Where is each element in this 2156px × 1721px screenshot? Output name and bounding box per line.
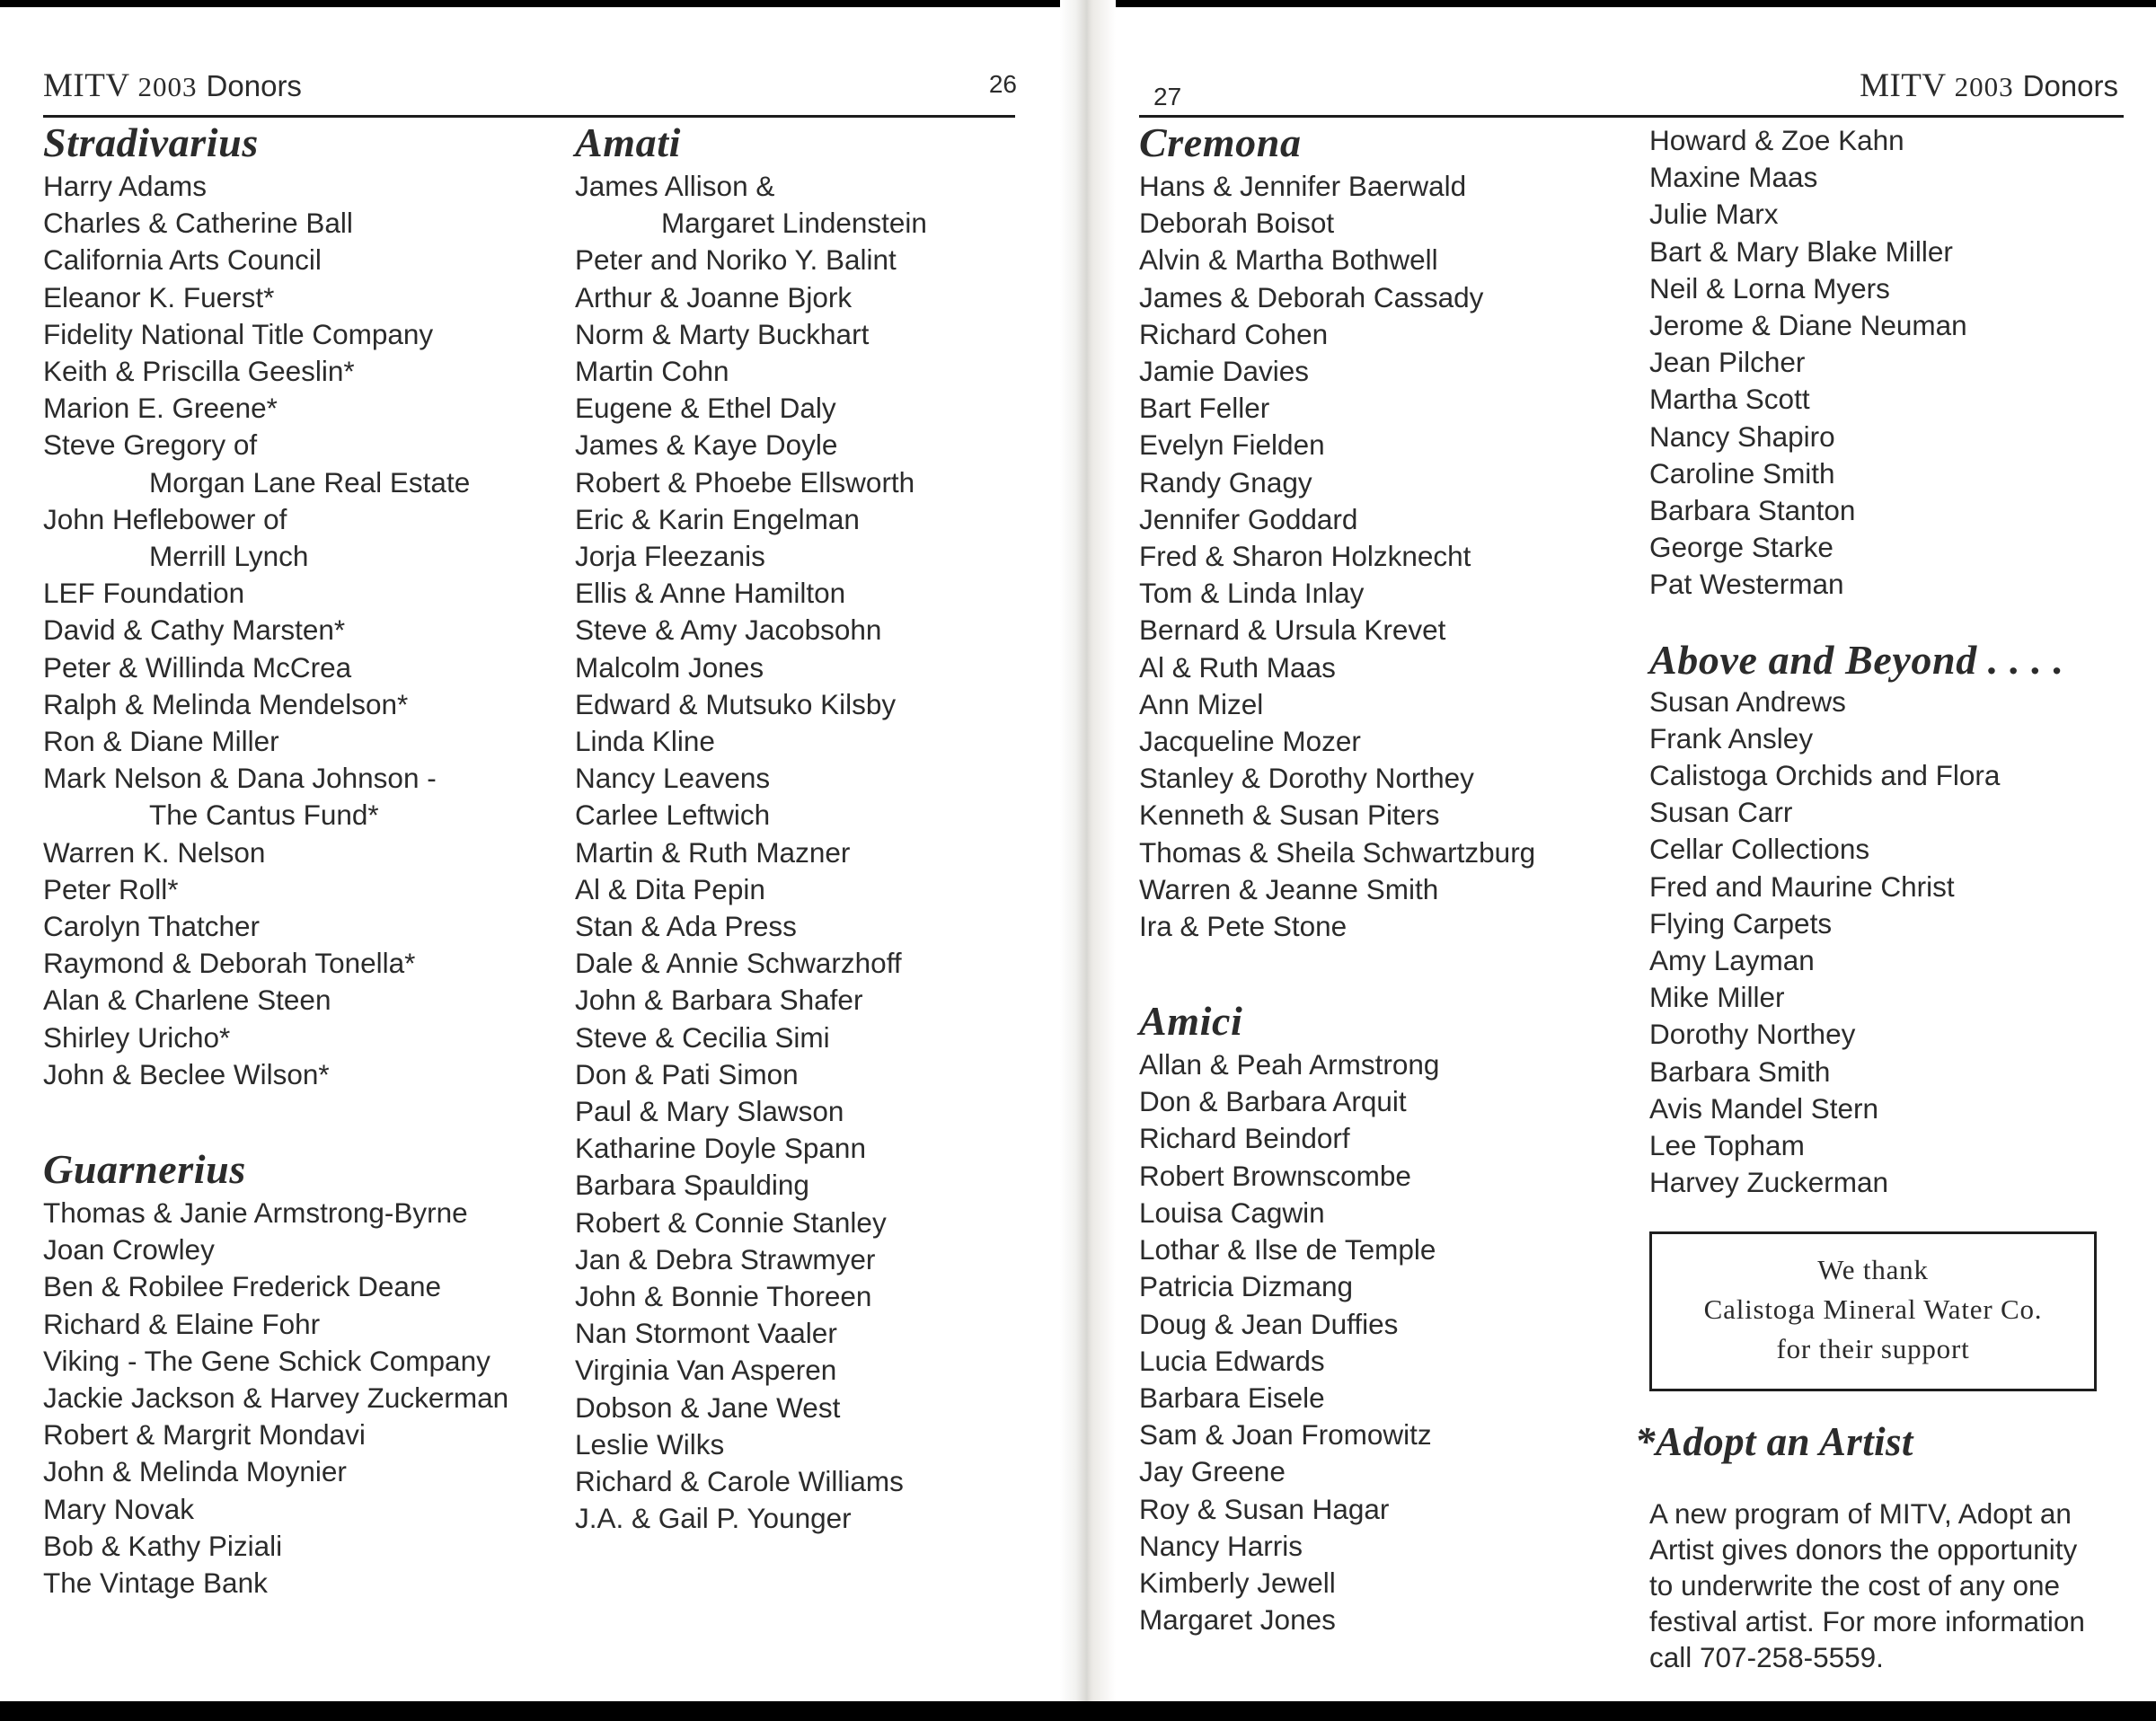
donor-entry: Evelyn Fielden xyxy=(1139,428,1325,462)
donor-entry: Richard & Elaine Fohr xyxy=(43,1307,321,1340)
donor-entry: Thomas & Sheila Schwartzburg xyxy=(1139,835,1536,869)
donor-entry: George Starke xyxy=(1649,531,1833,564)
donor-entry: Eugene & Ethel Daly xyxy=(575,392,836,425)
page-number-left: 26 xyxy=(988,70,1017,98)
donor-entry: Thomas & Janie Armstrong-Byrne xyxy=(43,1196,468,1229)
donor-entry: James Allison & xyxy=(575,169,775,202)
donor-entry: Kenneth & Susan Piters xyxy=(1139,799,1440,832)
donor-entry: Howard & Zoe Kahn xyxy=(1649,124,1904,156)
donor-entry: Charles & Catherine Ball xyxy=(43,207,353,240)
donor-entry: Fred & Sharon Holzknecht xyxy=(1139,539,1471,572)
section-heading-adopt-an-artist: *Adopt an Artist xyxy=(1635,1419,1913,1465)
section-heading-above-and-beyond: Above and Beyond . . . . xyxy=(1649,636,2064,683)
donor-entry: Maxine Maas xyxy=(1649,161,1818,194)
donor-entry: Lee Topham xyxy=(1649,1128,1805,1161)
donor-entry: Carlee Leftwich xyxy=(575,799,771,832)
donor-entry-continuation: The Cantus Fund* xyxy=(149,799,379,832)
donor-entry: Al & Dita Pepin xyxy=(575,872,765,905)
donor-entry: Viking - The Gene Schick Company xyxy=(43,1344,490,1377)
right-page-columns xyxy=(1139,119,2116,1703)
section-heading-cremona: Cremona xyxy=(1139,119,1302,165)
donor-entry: Jennifer Goddard xyxy=(1139,502,1358,535)
thanks-line-3: for their support xyxy=(1776,1333,1970,1365)
donor-entry: Harry Adams xyxy=(43,169,208,202)
donor-entry: Richard Beindorf xyxy=(1139,1122,1350,1155)
donor-entry: Deborah Boisot xyxy=(1139,207,1335,240)
donor-entry: John & Melinda Moynier xyxy=(43,1455,347,1488)
donor-entry: Julie Marx xyxy=(1649,198,1779,231)
section-spacer xyxy=(1649,604,2116,640)
donor-entry: Frank Ansley xyxy=(1649,721,1814,755)
donor-entry: James & Kaye Doyle xyxy=(575,428,838,462)
donor-entry: Avis Mandel Stern xyxy=(1649,1091,1879,1125)
donor-entry: Ann Mizel xyxy=(1139,687,1264,720)
running-head-donors: Donors xyxy=(2022,69,2118,102)
donor-entry: Alan & Charlene Steen xyxy=(43,984,331,1017)
donor-entry: Cellar Collections xyxy=(1649,833,1870,866)
donor-entry: John Heflebower of xyxy=(43,502,287,535)
donor-entry: Doug & Jean Duffies xyxy=(1139,1307,1399,1340)
donor-entry: Nancy Shapiro xyxy=(1649,419,1835,453)
donor-entry: Norm & Marty Buckhart xyxy=(575,317,870,350)
donor-entry: Dobson & Jane West xyxy=(575,1390,841,1424)
donor-entry: Barbara Smith xyxy=(1649,1055,1831,1088)
donor-entry: Edward & Mutsuko Kilsby xyxy=(575,687,897,720)
donor-entry: J.A. & Gail P. Younger xyxy=(575,1502,852,1535)
donor-list-amati xyxy=(575,168,1024,1538)
donor-entry: Alvin & Martha Bothwell xyxy=(1139,243,1438,277)
donor-entry: Tom & Linda Inlay xyxy=(1139,577,1365,610)
donor-entry: Richard Cohen xyxy=(1139,317,1329,350)
donor-entry: Malcolm Jones xyxy=(575,650,764,684)
donor-entry: LEF Foundation xyxy=(43,577,245,610)
donor-entry: Linda Kline xyxy=(575,724,715,757)
left-page xyxy=(0,0,1060,1721)
donor-entry: Ben & Robilee Frederick Deane xyxy=(43,1270,441,1303)
donor-entry: Warren K. Nelson xyxy=(43,835,266,869)
donor-entry: Harvey Zuckerman xyxy=(1649,1166,1889,1199)
left-page-columns xyxy=(43,119,1024,1602)
section-heading-amati: Amati xyxy=(575,119,682,165)
right-page xyxy=(1116,0,2156,1721)
donor-entry: Nan Stormont Vaaler xyxy=(575,1317,837,1350)
donor-entry: Nancy Leavens xyxy=(575,762,771,795)
donor-entry: Eric & Karin Engelman xyxy=(575,502,860,535)
donor-entry: Bob & Kathy Piziali xyxy=(43,1529,283,1562)
running-head-mitv: MITV xyxy=(1860,67,1947,104)
donor-entry: Keith & Priscilla Geeslin* xyxy=(43,354,355,387)
donor-entry: Arthur & Joanne Bjork xyxy=(575,280,853,313)
donor-entry: Martha Scott xyxy=(1649,383,1810,416)
column-overflow-above-beyond xyxy=(1635,122,2116,1703)
donor-entry: Ira & Pete Stone xyxy=(1139,909,1348,942)
donor-entry: Ellis & Anne Hamilton xyxy=(575,577,846,610)
donor-entry: Calistoga Orchids and Flora xyxy=(1649,758,2001,791)
donor-entry: Steve & Amy Jacobsohn xyxy=(575,613,882,647)
donor-entry: Martin Cohn xyxy=(575,354,729,387)
scan-edge-bottom xyxy=(0,1701,2156,1721)
donor-entry: Al & Ruth Maas xyxy=(1139,650,1336,684)
adopt-an-artist-body: A new program of MITV, Adopt an Artist gives donors the opportunity to underwrite the cost of any one festival artist. For more information call 707-258-5559. xyxy=(1649,1496,2085,1673)
donor-list-cremona xyxy=(1139,168,1624,945)
donor-entry: Fred and Maurine Christ xyxy=(1649,869,1955,903)
donor-entry: Bart & Mary Blake Miller xyxy=(1649,234,1953,268)
donor-entry: Carolyn Thatcher xyxy=(43,909,261,942)
donor-entry: Raymond & Deborah Tonella* xyxy=(43,947,416,980)
section-spacer xyxy=(1139,945,1624,1001)
header-rule-left xyxy=(43,115,1015,118)
donor-entry: Ron & Diane Miller xyxy=(43,724,279,757)
donor-entry: Robert & Phoebe Ellsworth xyxy=(575,465,915,499)
donor-entry: Barbara Stanton xyxy=(1649,494,1856,527)
running-head-right xyxy=(1860,66,2118,105)
donor-entry: Mark Nelson & Dana Johnson - xyxy=(43,762,437,795)
donor-entry: Jean Pilcher xyxy=(1649,346,1806,379)
running-head-mitv: MITV xyxy=(43,67,130,104)
donor-entry: Stanley & Dorothy Northey xyxy=(1139,762,1474,795)
donor-entry: Hans & Jennifer Baerwald xyxy=(1139,169,1467,202)
donor-entry: Shirley Uricho* xyxy=(43,1020,231,1054)
page-number-right: 27 xyxy=(1153,83,1182,110)
donor-entry: John & Beclee Wilson* xyxy=(43,1057,330,1090)
donor-entry: Neil & Lorna Myers xyxy=(1649,271,1890,304)
donor-entry: Steve Gregory of xyxy=(43,428,258,462)
donor-entry: Kimberly Jewell xyxy=(1139,1566,1336,1599)
donor-entry: Warren & Jeanne Smith xyxy=(1139,872,1439,905)
sponsor-thanks-box xyxy=(1649,1231,2097,1391)
donor-entry: Jay Greene xyxy=(1139,1455,1286,1488)
donor-entry: Peter and Noriko Y. Balint xyxy=(575,243,897,277)
donor-entry: Roy & Susan Hagar xyxy=(1139,1492,1390,1525)
donor-entry: Robert & Margrit Mondavi xyxy=(43,1418,366,1452)
donor-entry: Jerome & Diane Neuman xyxy=(1649,309,1967,342)
donor-entry: James & Deborah Cassady xyxy=(1139,280,1484,313)
donor-entry: Jacqueline Mozer xyxy=(1139,724,1361,757)
donor-entry: The Vintage Bank xyxy=(43,1566,268,1599)
header-rule-right xyxy=(1139,115,2124,118)
donor-entry: Bart Feller xyxy=(1139,392,1270,425)
running-head-year: 2003 xyxy=(137,71,198,102)
donor-entry: Virginia Van Asperen xyxy=(575,1354,837,1387)
donor-entry: Barbara Eisele xyxy=(1139,1381,1325,1414)
donor-entry: California Arts Council xyxy=(43,243,322,277)
donor-entry: Pat Westerman xyxy=(1649,568,1844,601)
column-amati xyxy=(575,119,1024,1602)
donor-entry: Mike Miller xyxy=(1649,981,1785,1014)
donor-entry: Caroline Smith xyxy=(1649,456,1835,490)
section-heading-stradivarius: Stradivarius xyxy=(43,119,259,165)
donor-entry: Randy Gnagy xyxy=(1139,465,1312,499)
donor-entry: Peter Roll* xyxy=(43,872,179,905)
donor-entry: Marion E. Greene* xyxy=(43,392,278,425)
donor-entry: Susan Carr xyxy=(1649,796,1793,829)
donor-entry: Katharine Doyle Spann xyxy=(575,1132,866,1165)
donor-entry: Amy Layman xyxy=(1649,943,1815,976)
donor-entry: Lothar & Ilse de Temple xyxy=(1139,1233,1436,1266)
donor-entry: Barbara Spaulding xyxy=(575,1169,809,1202)
running-head-left xyxy=(43,66,302,105)
thanks-line-1: We thank xyxy=(1817,1254,1929,1286)
donor-entry: Ralph & Melinda Mendelson* xyxy=(43,687,409,720)
donor-entry: Don & Barbara Arquit xyxy=(1139,1085,1407,1118)
donor-entry: Patricia Dizmang xyxy=(1139,1270,1354,1303)
donor-entry: Jorja Fleezanis xyxy=(575,539,765,572)
donor-entry: Lucia Edwards xyxy=(1139,1344,1325,1377)
donor-entry: Susan Andrews xyxy=(1649,684,1846,718)
donor-entry: Joan Crowley xyxy=(43,1233,215,1266)
donor-entry: Flying Carpets xyxy=(1649,906,1833,940)
donor-list-stradivarius xyxy=(43,168,546,1093)
donor-entry: Allan & Peah Armstrong xyxy=(1139,1048,1440,1081)
donor-entry-continuation: Margaret Lindenstein xyxy=(661,207,927,240)
donor-entry: Leslie Wilks xyxy=(575,1427,725,1461)
donor-list-amici-continued xyxy=(1649,122,2116,604)
section-spacer xyxy=(43,1093,546,1149)
donor-entry: John & Barbara Shafer xyxy=(575,984,863,1017)
donor-list-guarnerius xyxy=(43,1195,546,1602)
donor-entry: Nancy Harris xyxy=(1139,1529,1303,1562)
donor-entry: Martin & Ruth Mazner xyxy=(575,835,851,869)
donor-list-above-and-beyond xyxy=(1649,684,2116,1202)
donor-entry-continuation: Merrill Lynch xyxy=(149,539,309,572)
donor-entry: Steve & Cecilia Simi xyxy=(575,1020,830,1054)
donor-entry: Eleanor K. Fuerst* xyxy=(43,280,275,313)
running-head-donors: Donors xyxy=(206,69,302,102)
thanks-line-2: Calistoga Mineral Water Co. xyxy=(1703,1293,2043,1326)
column-cremona-amici xyxy=(1139,119,1624,1703)
donor-entry: Jamie Davies xyxy=(1139,354,1310,387)
donor-list-amici xyxy=(1139,1046,1624,1638)
donor-entry: Robert Brownscombe xyxy=(1139,1159,1411,1192)
donor-entry: Paul & Mary Slawson xyxy=(575,1094,844,1127)
donor-entry: Bernard & Ursula Krevet xyxy=(1139,613,1446,647)
donor-entry: Stan & Ada Press xyxy=(575,909,797,942)
column-stradivarius-guarnerius xyxy=(43,119,546,1602)
section-heading-amici: Amici xyxy=(1139,998,1243,1045)
donor-entry: Jackie Jackson & Harvey Zuckerman xyxy=(43,1381,509,1414)
donor-entry: Margaret Jones xyxy=(1139,1603,1336,1637)
donor-entry: Peter & Willinda McCrea xyxy=(43,650,352,684)
book-gutter xyxy=(1060,0,1116,1721)
section-heading-guarnerius: Guarnerius xyxy=(43,1145,246,1192)
running-head-year: 2003 xyxy=(1954,71,2014,102)
donor-entry-continuation: Morgan Lane Real Estate xyxy=(149,465,471,499)
donor-entry: Dale & Annie Schwarzhoff xyxy=(575,947,902,980)
donor-entry: John & Bonnie Thoreen xyxy=(575,1280,872,1312)
donor-entry: Jan & Debra Strawmyer xyxy=(575,1242,876,1275)
donor-entry: Mary Novak xyxy=(43,1492,195,1525)
donor-entry: Fidelity National Title Company xyxy=(43,317,434,350)
donor-entry: Dorothy Northey xyxy=(1649,1018,1856,1051)
donor-entry: Sam & Joan Fromowitz xyxy=(1139,1418,1432,1452)
donor-entry: Richard & Carole Williams xyxy=(575,1465,904,1498)
donor-entry: David & Cathy Marsten* xyxy=(43,613,346,647)
donor-entry: Don & Pati Simon xyxy=(575,1057,799,1090)
donor-entry: Robert & Connie Stanley xyxy=(575,1205,887,1239)
donor-entry: Louisa Cagwin xyxy=(1139,1196,1325,1229)
